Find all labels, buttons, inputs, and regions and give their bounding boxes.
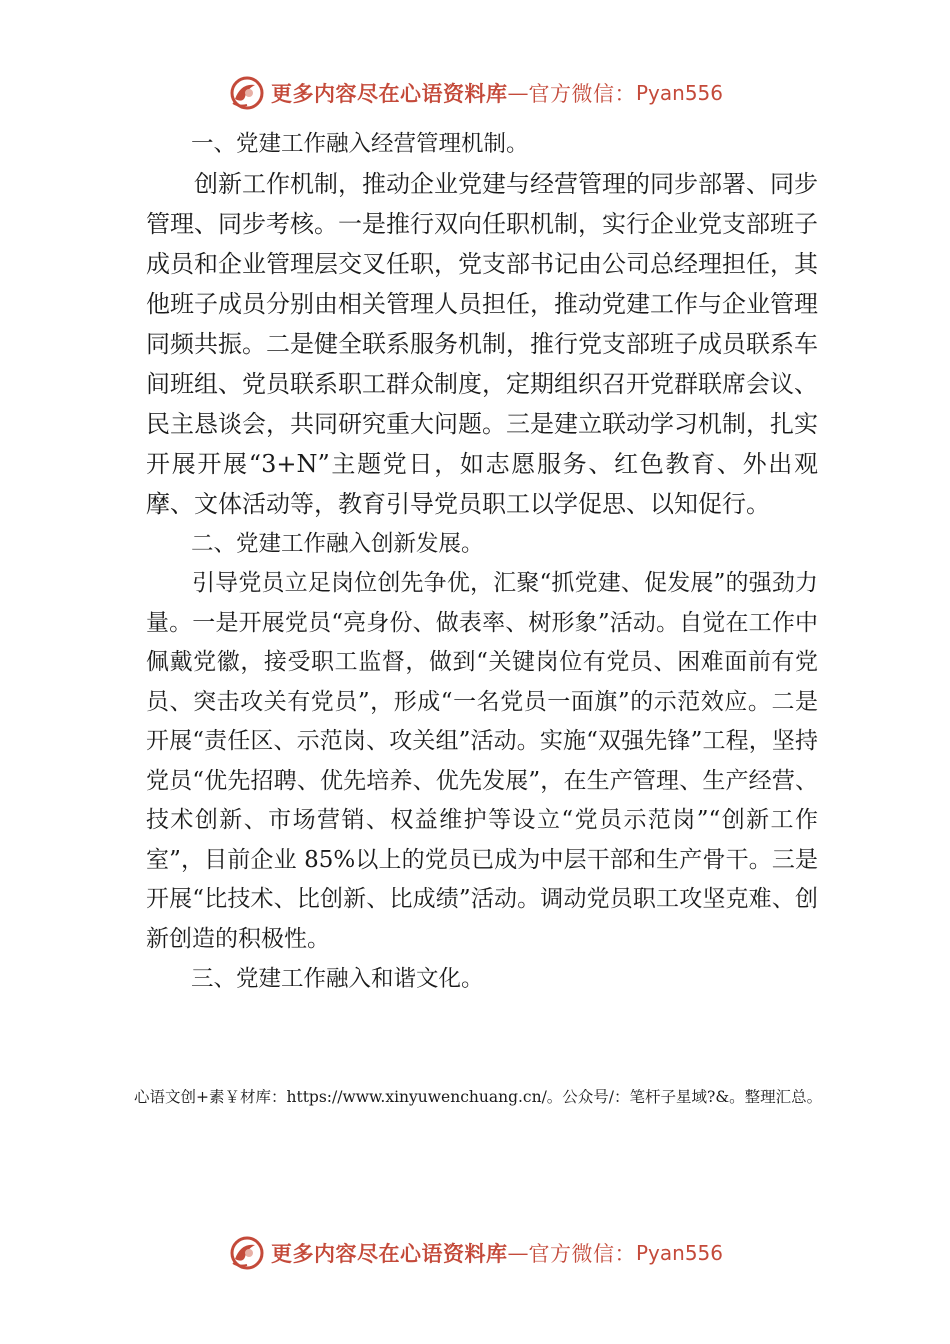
ornament-logo-icon [227, 1233, 267, 1273]
section-heading-3: 三、党建工作融入和谐文化。 [191, 966, 484, 992]
section-body-1: 创新工作机制，推动企业党建与经营管理的同步部署、同步管理、同步考核。一是推行双向任职机制，实行企业党支部班子成员和企业管理层交叉任职，党支部书记由公司总经理担任，其他班子成员分别由相关管理人员担任，推动党建工作与企业管理同频共振。二是健全联系服务机制，推行党支部班子成员联系车间班组、党员联系职工群众制度，定期组织召开党群联席会议、民主恳谈会，共同研究重大问题。三是建立联动学习机制，扎实开展开展“3+N”主题党日，如志愿服务、红色教育、外出观摩、文体活动等，教育引导党员职工以学促思、以知促行。 [146, 170, 818, 518]
banner-separator: — [507, 1241, 529, 1265]
ornament-logo-icon [227, 73, 267, 113]
document-body [146, 124, 818, 999]
source-footnote: 心语文创+素￥材库：https://www.xinyuwenchuang.cn/。公众号/：笔杆子星域?&。整理汇总。 [134, 1088, 823, 1106]
banner-separator: — [507, 81, 529, 105]
section-heading-1: 一、党建工作融入经营管理机制。 [191, 131, 529, 157]
top-watermark-banner [0, 68, 950, 118]
banner-main-text: 更多内容尽在心语资料库 [270, 1241, 508, 1266]
section-body-2: 引导党员立足岗位创先争优，汇聚“抓党建、促发展”的强劲力量。一是开展党员“亮身份、做表率、树形象”活动。自觉在工作中佩戴党徽，接受职工监督，做到“关键岗位有党员、困难面前有党员、突击攻关有党员”，形成“一名党员一面旗”的示范效应。二是开展“责任区、示范岗、攻关组”活动。实施“双强先锋”工程，坚持党员“优先招聘、优先培养、优先发展”，在生产管理、生产经营、技术创新、市场营销、权益维护等设立“党员示范岗”“创新工作室”，目前企业 85%以上的党员已成为中层干部和生产骨干。三是开展“比技术、比创新、比成绩”活动。调动党员职工攻坚克难、创新创造的积极性。 [146, 570, 818, 952]
banner-main-text: 更多内容尽在心语资料库 [270, 81, 508, 106]
banner-wechat-id: Pyan556 [635, 1241, 723, 1265]
bottom-watermark-banner [0, 1228, 950, 1278]
section-heading-2: 二、党建工作融入创新发展。 [191, 531, 484, 557]
banner-wechat-id: Pyan556 [635, 81, 723, 105]
banner-wechat-label: 官方微信： [528, 1242, 636, 1266]
banner-wechat-label: 官方微信： [528, 82, 636, 106]
